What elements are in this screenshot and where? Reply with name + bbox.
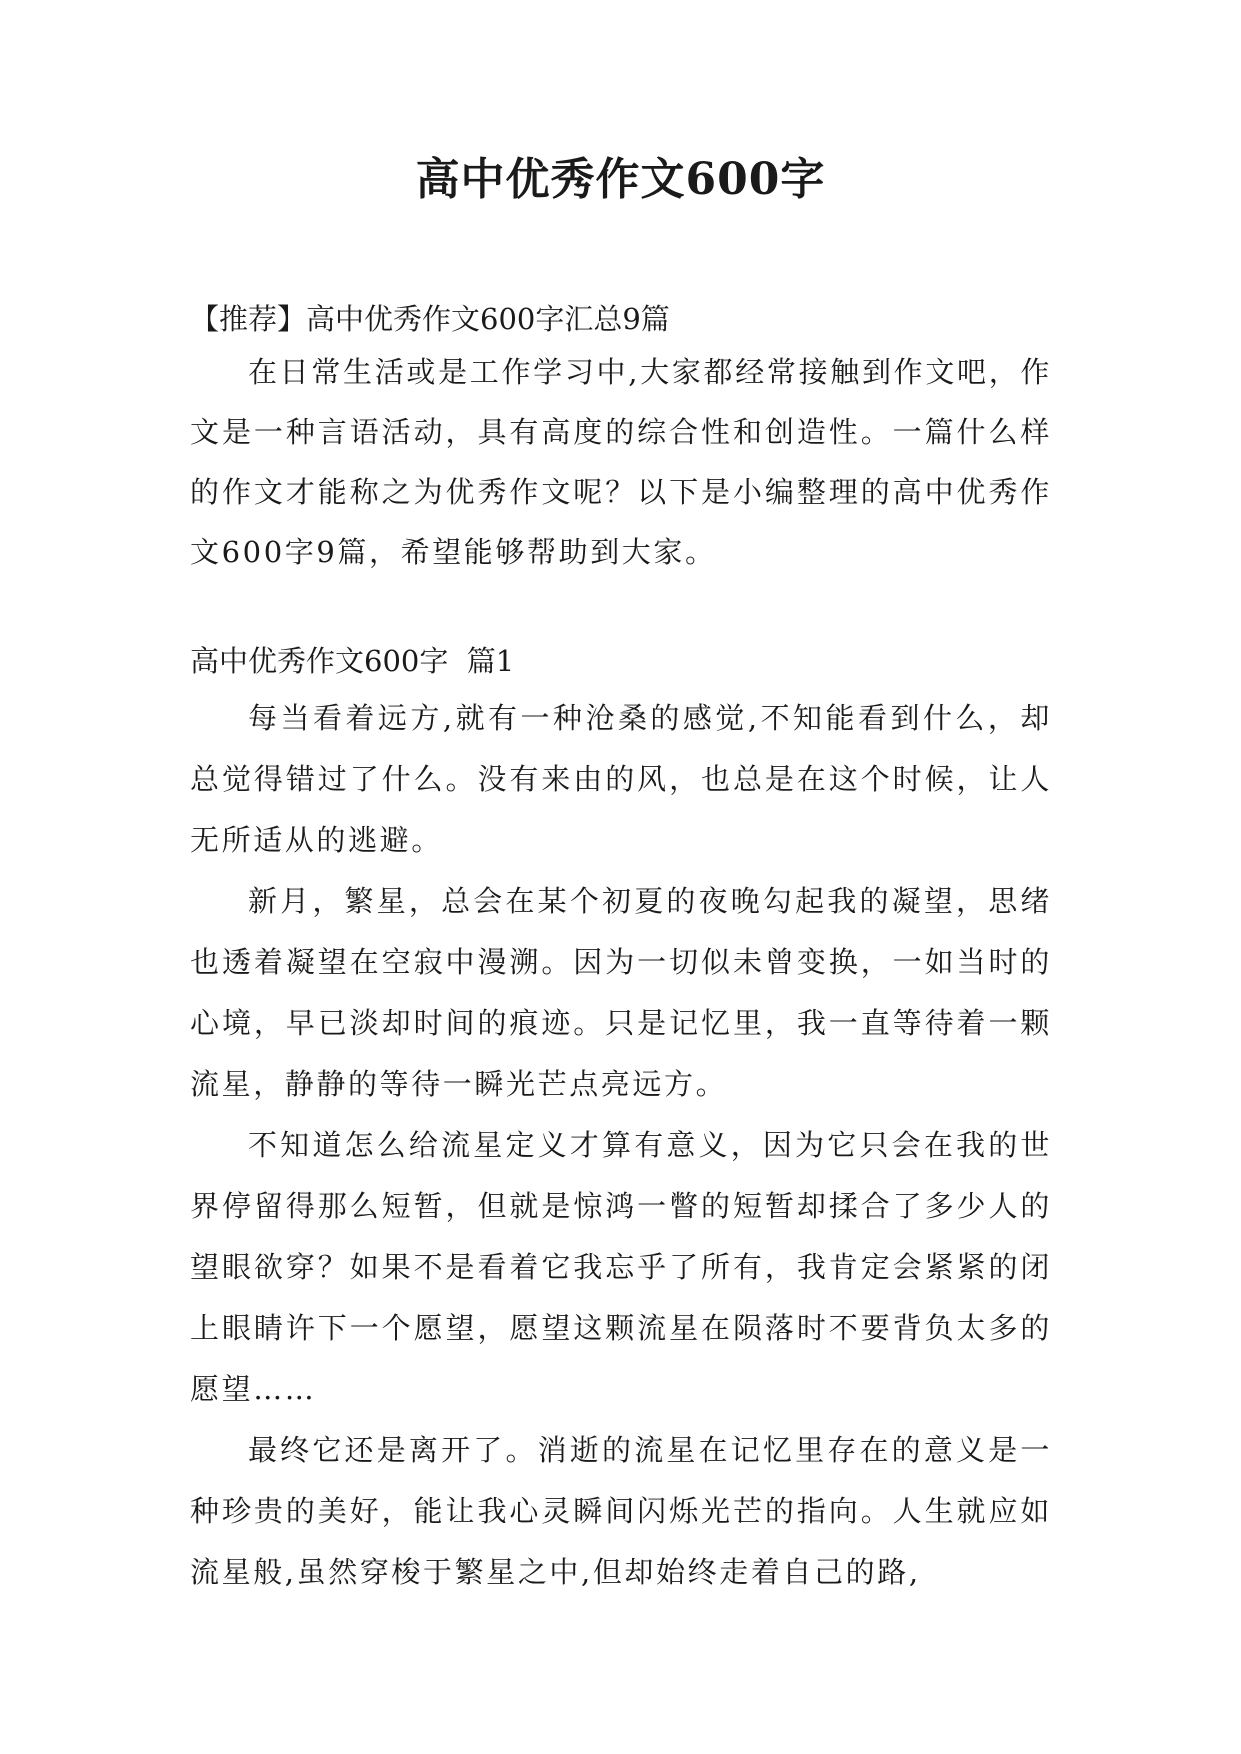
recommend-line: 【推荐】高中优秀作文600字汇总9篇	[190, 302, 670, 336]
section-heading: 高中优秀作文600字 篇1	[190, 644, 515, 678]
body-paragraph: 每当看着远方,就有一种沧桑的感觉,不知能看到什么，却总觉得错过了什么。没有来由的风，也总是在这个时候，让人无所适从的逃避。	[190, 701, 1052, 857]
intro-paragraph: 在日常生活或是工作学习中,大家都经常接触到作文吧，作文是一种言语活动，具有高度的综合性和创造性。一篇什么样的作文才能称之为优秀作文呢？以下是小编整理的高中优秀作文600字9篇，希望能够帮助到大家。	[190, 355, 1052, 569]
section-body	[190, 688, 1052, 1603]
body-paragraph: 不知道怎么给流星定义才算有意义，因为它只会在我的世界停留得那么短暂，但就是惊鸿一瞥的短暂却揉合了多少人的望眼欲穿？如果不是看着它我忘乎了所有，我肯定会紧紧的闭上眼睛许下一个愿望，愿望这颗流星在陨落时不要背负太多的愿望……	[190, 1128, 1052, 1406]
body-paragraph: 最终它还是离开了。消逝的流星在记忆里存在的意义是一种珍贵的美好，能让我心灵瞬间闪烁光芒的指向。人生就应如流星般,虽然穿梭于繁星之中,但却始终走着自己的路,	[190, 1433, 1052, 1589]
document-title: 高中优秀作文600字	[415, 154, 826, 205]
body-paragraph: 新月，繁星，总会在某个初夏的夜晚勾起我的凝望，思绪也透着凝望在空寂中漫溯。因为一切似未曾变换，一如当时的心境，早已淡却时间的痕迹。只是记忆里，我一直等待着一颗流星，静静的等待一瞬光芒点亮远方。	[190, 884, 1052, 1101]
